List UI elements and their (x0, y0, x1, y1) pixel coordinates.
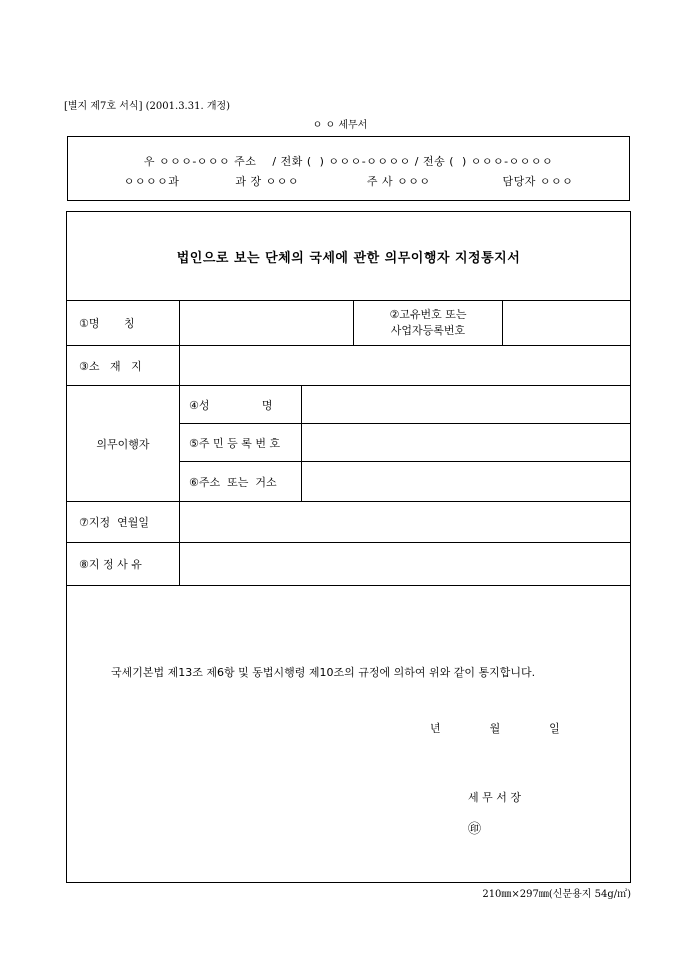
resident-number-label: ⑤주 민 등 록 번 호 (189, 436, 281, 450)
header-address-line: 우 ㅇㅇㅇ-ㅇㅇㅇ 주소 / 전화 ( ) ㅇㅇㅇ-ㅇㅇㅇㅇ / 전송 ( ) ㅇㅇㅇ-ㅇㅇㅇㅇ (143, 155, 554, 168)
notice-form (66, 211, 631, 883)
form-label: [별지 제7호 서식] (2001.3.31. 개정) (64, 101, 231, 112)
signer-title: 세 무 서 장 (468, 791, 521, 804)
registration-number-label-line1: ②고유번호 또는 (389, 308, 467, 321)
notice-statement: 국세기본법 제13조 제6항 및 동법시행령 제10조의 규정에 의하여 위와 같이 통지합니다. (111, 666, 536, 679)
registration-number-value-field (503, 301, 630, 345)
designation-date-label: ⑦지정 연월일 (79, 516, 149, 529)
person-name-label: ④성 명 (189, 398, 273, 412)
designation-date-value-field (180, 502, 630, 542)
header-staff-line: ㅇㅇㅇㅇ과 과 장 ㅇㅇㅇ 주 사 ㅇㅇㅇ 담당자 ㅇㅇㅇ (123, 175, 574, 188)
location-value-field (180, 346, 630, 385)
date-line: 년 월 일 (430, 722, 560, 735)
header-info-box (67, 136, 630, 201)
office-title: ㅇ ㅇ 세무서 (312, 120, 368, 131)
obligor-label: 의무이행자 (96, 437, 150, 451)
address-label: ⑥주소 또는 거소 (189, 475, 277, 489)
row-divider (67, 585, 630, 586)
name-value-field (180, 301, 353, 345)
registration-number-label-line2: 사업자등록번호 (390, 324, 466, 337)
address-value-field (302, 462, 630, 501)
signer-block (454, 776, 521, 850)
registration-number-label (354, 301, 502, 345)
person-name-value-field (302, 386, 630, 423)
designation-reason-label: ⑧지 정 사 유 (79, 558, 142, 571)
document-title: 법인으로 보는 단체의 국세에 관한 의무이행자 지정통지서 (176, 251, 521, 266)
location-label: ③소 재 지 (79, 359, 142, 373)
name-label: ①명 칭 (79, 317, 135, 330)
paper-spec: 210㎜×297㎜(신문용지 54g/㎡) (482, 889, 631, 900)
resident-number-value-field (302, 424, 630, 461)
designation-reason-value-field (180, 543, 630, 585)
seal-mark: ㊞ (468, 822, 482, 837)
